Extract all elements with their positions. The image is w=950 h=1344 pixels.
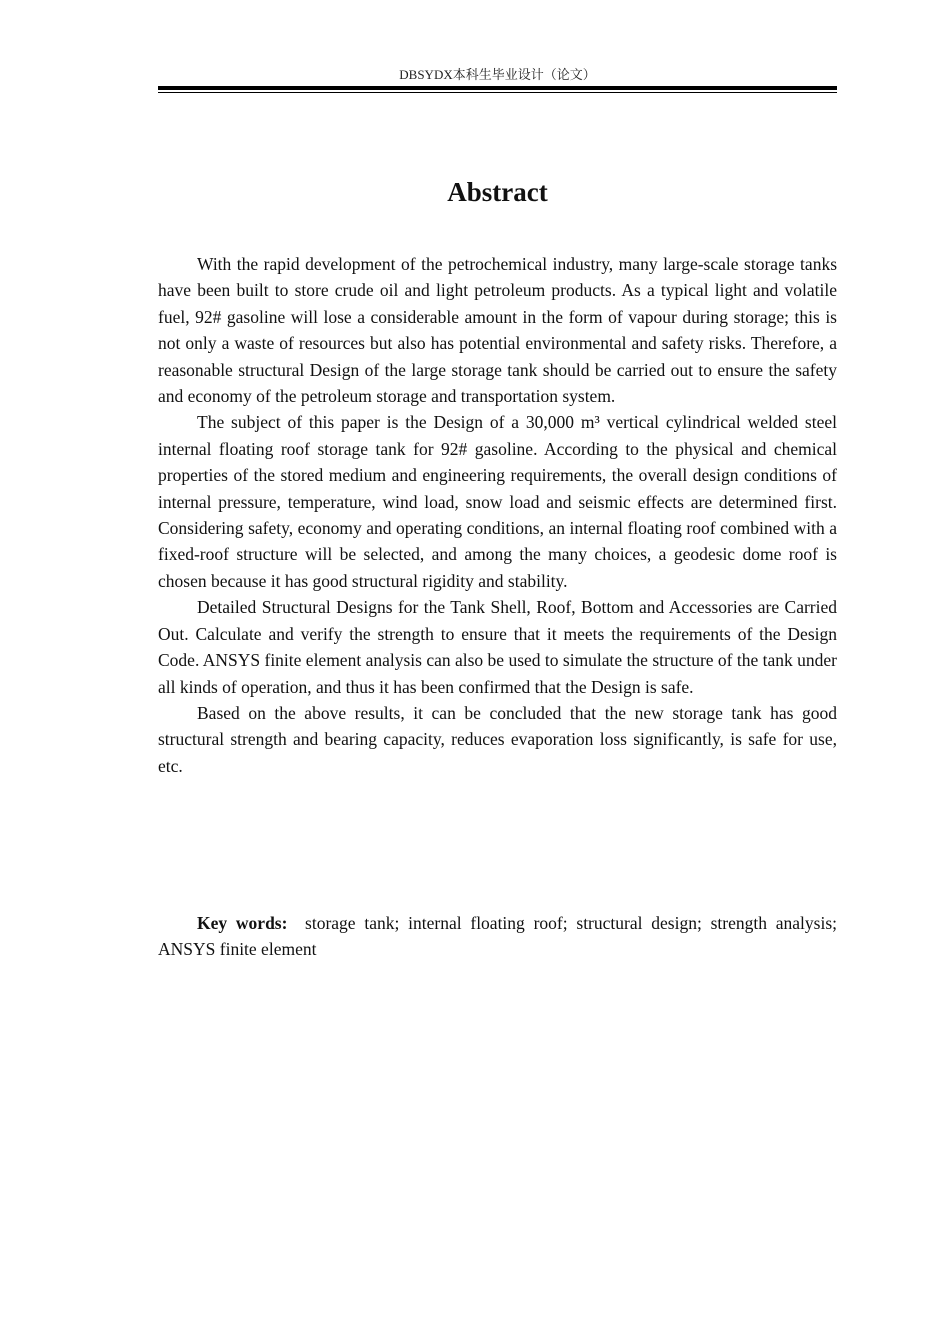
header-rule-thick bbox=[158, 86, 837, 90]
abstract-paragraph-4: Based on the above results, it can be concluded that the new storage tank has good structural strength and bearing capacity, reduces evaporation loss significantly, is safe for use, etc. bbox=[158, 702, 837, 776]
abstract-paragraph-2: The subject of this paper is the Design of a 30,000 m³ vertical cylindrical welded steel internal floating roof storage tank for 92# gasoline. According to the physical and chemical properties of the stored medium and engineering requirements, the overall design conditions of internal pressure, temperature, wind load, snow load and seismic effects are determined first. Considering safety, economy and operating conditions, an internal floating roof combined with a fixed-roof structure will be selected, and among the many choices, a geodesic dome roof is chosen because it has good structural rigidity and stability. bbox=[158, 412, 837, 591]
abstract-title: Abstract bbox=[447, 177, 548, 207]
keywords-line bbox=[158, 910, 837, 963]
abstract-paragraph-1: With the rapid development of the petrochemical industry, many large-scale storage tanks have been built to store crude oil and light petroleum products. As a typical light and volatile fuel, 92# gasoline will lose a considerable amount in the form of vapour during storage; this is not only a waste of resources but also has potential environmental and safety risks. Therefore, a reasonable structural Design of the large storage tank should be carried out to ensure the safety and economy of the petroleum storage and transportation system. bbox=[158, 254, 837, 407]
running-header: DBSYDX本科生毕业设计（论文） bbox=[399, 67, 596, 82]
keywords-text: storage tank; internal floating roof; structural design; strength analysis; ANSYS finite element bbox=[158, 913, 838, 960]
abstract-paragraph-3: Detailed Structural Designs for the Tank Shell, Roof, Bottom and Accessories are Carried Out. Calculate and verify the strength to ensure that it meets the requirements of the Design Code. ANSYS finite element analysis can also be used to simulate the structure of the tank under all kinds of operation, and thus it has been confirmed that the Design is safe. bbox=[158, 597, 837, 697]
header-rule-thin bbox=[158, 92, 837, 93]
keywords-label: Key words: bbox=[197, 913, 288, 933]
abstract-body bbox=[158, 251, 837, 779]
